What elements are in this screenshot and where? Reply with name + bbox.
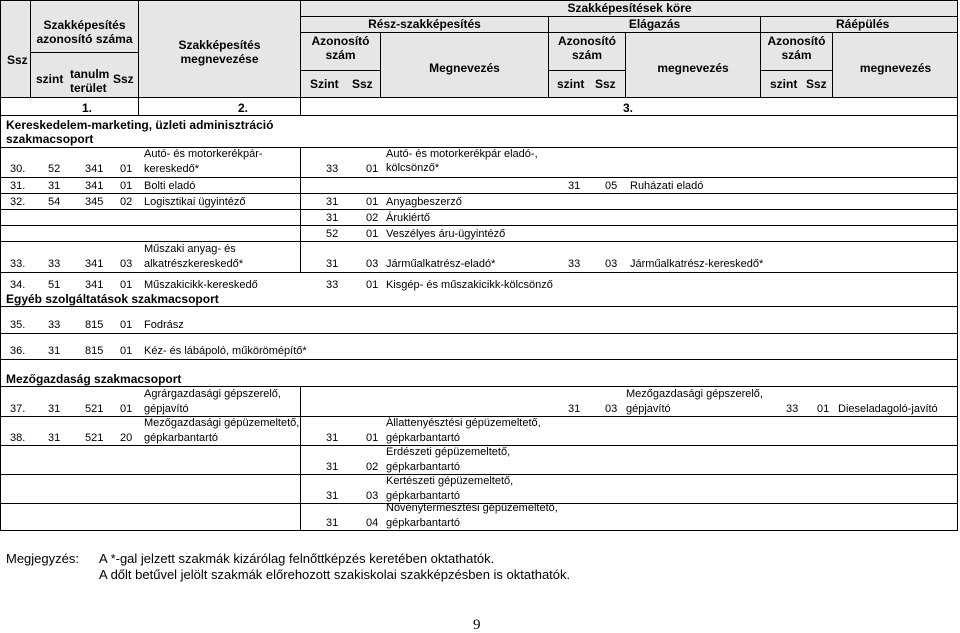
row37-rasz: 33 (786, 403, 799, 415)
row30-ssz: 30. (10, 163, 26, 175)
row38-ssz: 38. (10, 432, 26, 444)
row33-rsz: 31 (326, 258, 339, 270)
row37-en: 03 (605, 403, 618, 415)
row33-name-a: Műszaki anyag- és (144, 243, 236, 255)
header-tanulm-2: terület (70, 81, 107, 95)
row31-esz: 31 (568, 180, 581, 192)
row30-rname-b: kölcsönző* (386, 162, 440, 174)
row37-ename-b: gépjavító (626, 403, 671, 415)
row36-name: Kéz- és lábápoló, műkörömépítő* (144, 345, 307, 357)
row38-rname-b: gépkarbantartó (386, 432, 460, 444)
row32b-rn: 02 (366, 212, 379, 224)
row38-n: 20 (120, 432, 133, 444)
row33-ter: 341 (85, 258, 104, 270)
row34-rname: Kisgép- és műszakicikk-kölcsönző (386, 279, 553, 291)
colnum-2: 2. (238, 101, 249, 115)
row37-ename-a: Mezőgazdasági gépszerelő, (626, 388, 763, 400)
row30-rn: 01 (366, 163, 379, 175)
header-resz-megnevezes: Megnevezés (429, 61, 500, 75)
row31-n: 01 (120, 180, 133, 192)
row38c-rsz: 31 (326, 490, 339, 502)
row38c-rn: 03 (366, 490, 379, 502)
row35-szint: 33 (48, 319, 61, 331)
row32c-rsz: 52 (326, 228, 339, 240)
row38d-rsz: 31 (326, 517, 339, 529)
row32b-rsz: 31 (326, 212, 339, 224)
row37-esz: 31 (568, 403, 581, 415)
notes-label: Megjegyzés: (6, 551, 79, 566)
row36-ssz: 36. (10, 345, 26, 357)
row30-ter: 341 (85, 163, 104, 175)
row34-ssz: 34. (10, 279, 26, 291)
header-el-azon-1: Azonosító (558, 34, 616, 48)
row34-rn: 01 (366, 279, 379, 291)
row31-ename: Ruházati eladó (630, 180, 704, 192)
row31-name: Bolti eladó (144, 180, 196, 192)
row34-szint: 51 (48, 279, 61, 291)
row37-raname: Dieseladagoló-javító (838, 403, 938, 415)
row36-n: 01 (120, 345, 133, 357)
row37-szint: 31 (48, 403, 61, 415)
group-mezogazdasag: Mezőgazdaság szakmacsoport (6, 372, 182, 386)
header-szk-azon-2: azonosító száma (36, 32, 133, 46)
header-elagazas: Elágazás (628, 17, 681, 31)
row38-name-b: gépkarbantartó (144, 432, 218, 444)
header-kore: Szakképesítések köre (567, 1, 692, 15)
header-ra-megnevezes: megnevezés (859, 61, 932, 75)
row32-rname: Anyagbeszerző (386, 196, 462, 208)
row32-szint: 54 (48, 196, 61, 208)
row38-name-a: Mezőgazdasági gépüzemeltető, (144, 417, 300, 429)
row32-ter: 345 (85, 196, 104, 208)
row38-szint: 31 (48, 432, 61, 444)
colnum-3: 3. (623, 101, 634, 115)
row33-rn: 03 (366, 258, 379, 270)
row35-ter: 815 (85, 319, 104, 331)
header-ra-ssz: Ssz (806, 77, 827, 91)
row36-ter: 815 (85, 345, 104, 357)
row38b-rname-b: gépkarbantartó (386, 461, 460, 473)
row31-en: 05 (605, 180, 618, 192)
row34-n: 01 (120, 279, 133, 291)
row38-ter: 521 (85, 432, 104, 444)
row38-rsz: 31 (326, 432, 339, 444)
row35-name: Fodrász (144, 319, 184, 331)
row32-name: Logisztikai ügyintéző (144, 196, 246, 208)
row38-rn: 01 (366, 432, 379, 444)
header-szk-azon-1: Szakképesítés (43, 18, 126, 32)
header-el-megnevezes: megnevezés (657, 61, 729, 75)
row32-rn: 01 (366, 196, 379, 208)
row35-n: 01 (120, 319, 133, 331)
row33-ename: Járműalkatrész-kereskedő* (630, 258, 764, 270)
header-el-ssz: Ssz (595, 77, 616, 91)
row30-name-b: kereskedő* (144, 163, 200, 175)
row33-en: 03 (605, 258, 618, 270)
header-szk-megn-1: Szakképesítés (178, 38, 261, 52)
row37-name-b: gépjavító (144, 403, 189, 415)
row38c-rname-a: Kertészeti gépüzemeltető, (386, 475, 514, 487)
header-ssz: Ssz (7, 53, 28, 67)
notes-line2: A dőlt betűvel jelölt szakmák előrehozott szakiskolai szakképzésben is oktathatók. (99, 567, 571, 582)
row30-name-a: Autó- és motorkerékpár- (144, 148, 263, 160)
row32c-rn: 01 (366, 228, 379, 240)
header-resz: Rész-szakképesítés (368, 17, 481, 31)
row34-name: Műszakicikk-kereskedő (144, 279, 258, 291)
row30-rsz: 33 (326, 163, 339, 175)
group-kereskedelem-a: Kereskedelem-marketing, üzleti adminisztráció (6, 118, 274, 132)
header-resz-szint: Szint (310, 77, 339, 91)
header-ra-azon-2: szám (781, 48, 812, 62)
row38d-rname-a: Növénytermesztési gépüzemeltető, (386, 502, 558, 514)
header-resz-ssz: Ssz (352, 77, 373, 91)
header-resz-azon-1: Azonosító (311, 34, 370, 48)
row33-n: 03 (120, 258, 133, 270)
header-raepules: Ráépülés (836, 17, 890, 31)
row35-ssz: 35. (10, 319, 26, 331)
row37-ran: 01 (817, 403, 830, 415)
header-ssz2: Ssz (113, 72, 134, 86)
row37-ssz: 37. (10, 403, 26, 415)
header-resz-azon-2: szám (325, 48, 356, 62)
row37-n: 01 (120, 403, 133, 415)
row34-rsz: 33 (326, 279, 339, 291)
row34-ter: 341 (85, 279, 104, 291)
header-el-azon-2: szám (571, 48, 603, 62)
header-szint: szint (36, 72, 64, 86)
row33-esz: 33 (568, 258, 581, 270)
row38b-rsz: 31 (326, 461, 339, 473)
row31-szint: 31 (48, 180, 61, 192)
row38d-rname-b: gépkarbantartó (386, 517, 460, 529)
row33-rname: Járműalkatrész-eladó* (386, 258, 496, 270)
header-szk-megn-2: megnevezése (180, 52, 259, 66)
row32c-rname: Veszélyes áru-ügyintéző (386, 228, 506, 240)
row38c-rname-b: gépkarbantartó (386, 490, 460, 502)
row38b-rname-a: Erdészeti gépüzemeltető, (386, 446, 511, 458)
row32-ssz: 32. (10, 196, 26, 208)
row32-rsz: 31 (326, 196, 339, 208)
row36-szint: 31 (48, 345, 61, 357)
row33-szint: 33 (48, 258, 61, 270)
header-el-szint: szint (557, 77, 585, 91)
row37-name-a: Agrárgazdasági gépszerelő, (144, 388, 281, 400)
colnum-1: 1. (82, 101, 93, 115)
row38d-rn: 04 (366, 517, 379, 529)
group-egyeb: Egyéb szolgáltatások szakmacsoport (6, 292, 219, 306)
row31-ssz: 31. (10, 180, 26, 192)
row32-n: 02 (120, 196, 133, 208)
header-ra-szint: szint (770, 77, 798, 91)
header-tanulm-1: tanulm (70, 67, 110, 81)
notes-line1: A *-gal jelzett szakmák kizárólag felnőttképzés keretében oktathatók. (99, 551, 495, 566)
row38b-rn: 02 (366, 461, 379, 473)
row30-rname-a: Autó- és motorkerékpár eladó-, (386, 148, 538, 160)
row38-rname-a: Állattenyésztési gépüzemeltető, (386, 417, 541, 429)
row32b-rname: Árukiértő (386, 212, 431, 224)
row33-name-b: alkatrészkereskedő* (144, 258, 244, 270)
header-ra-azon-1: Azonosító (767, 34, 826, 48)
page-number: 9 (473, 617, 481, 633)
row30-n: 01 (120, 163, 133, 175)
group-kereskedelem-b: szakmacsoport (6, 132, 94, 146)
row33-ssz: 33. (10, 258, 26, 270)
row31-ter: 341 (85, 180, 104, 192)
row37-ter: 521 (85, 403, 104, 415)
row30-szint: 52 (48, 163, 61, 175)
